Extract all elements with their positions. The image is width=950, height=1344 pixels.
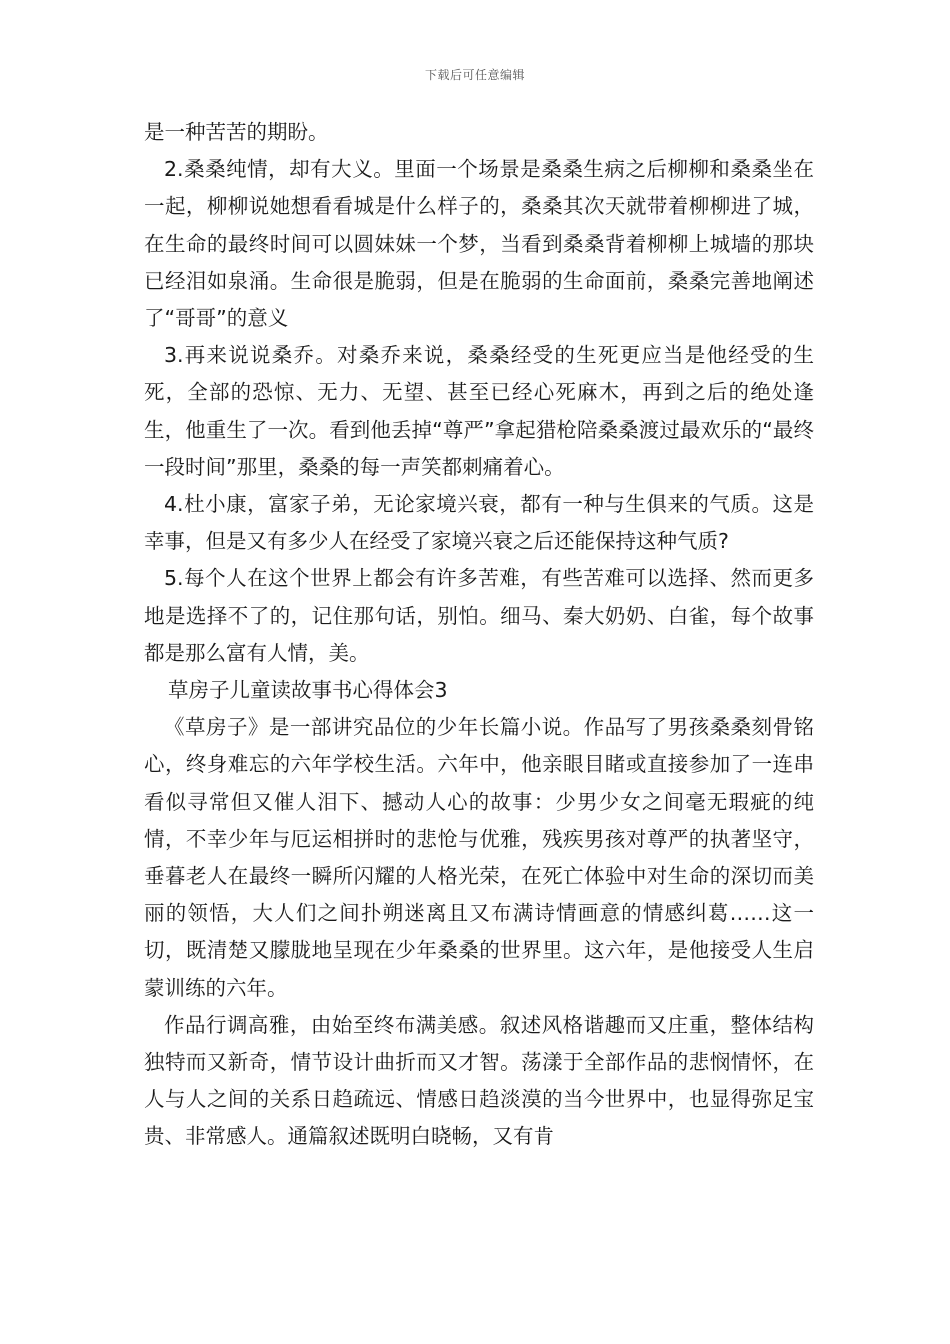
paragraph-item-2: 2.桑桑纯情，却有大义。里面一个场景是桑桑生病之后柳柳和桑桑坐在一起，柳柳说她想看看城是什么样子的，桑桑其次天就带着柳柳进了城，在生命的最终时间可以圆妹妹一个梦，当看到桑桑背着柳柳上城墙的那块已经泪如泉涌。生命很是脆弱，但是在脆弱的生命面前，桑桑完善地阐述了“哥哥”的意义	[144, 157, 814, 331]
section-heading: 草房子儿童读故事书心得体会3	[168, 678, 448, 703]
paragraph-item-5: 5.每个人在这个世界上都会有许多苦难，有些苦难可以选择、然而更多地是选择不了的，记住那句话，别怕。细马、秦大奶奶、白雀，每个故事都是那么富有人情，美。	[144, 566, 814, 665]
document-body	[144, 114, 814, 1156]
body-paragraph-intro: 《草房子》是一部讲究品位的少年长篇小说。作品写了男孩桑桑刻骨铭心，终身难忘的六年学校生活。六年中，他亲眼目睹或直接参加了一连串看似寻常但又催人泪下、撼动人心的故事：少男少女之间毫无瑕疵的纯情，不幸少年与厄运相拼时的悲怆与优雅，残疾男孩对尊严的执著坚守，垂暮老人在最终一瞬所闪耀的人格光荣，在死亡体验中对生命的深切而美丽的领悟，大人们之间扑朔迷离且又布满诗情画意的情感纠葛……这一切，既清楚又朦胧地呈现在少年桑桑的世界里。这六年，是他接受人生启蒙训练的六年。	[144, 715, 814, 1000]
paragraph-item-3: 3.再来说说桑乔。对桑乔来说，桑桑经受的生死更应当是他经受的生死，全部的恐惊、无力、无望、甚至已经心死麻木，再到之后的绝处逢生，他重生了一次。看到他丢掉“尊严”拿起猎枪陪桑桑渡过最欢乐的“最终一段时间”那里，桑桑的每一声笑都刺痛着心。	[144, 343, 814, 479]
paragraph-continuation: 是一种苦苦的期盼。	[144, 120, 329, 144]
paragraph-item-4: 4.杜小康，富家子弟，无论家境兴衰，都有一种与生俱来的气质。这是幸事，但是又有多少人在经受了家境兴衰之后还能保持这种气质?	[144, 492, 814, 554]
page-header: 下载后可任意编辑	[424, 68, 525, 82]
body-paragraph-style: 作品行调高雅，由始至终布满美感。叙述风格谐趣而又庄重，整体结构独特而又新奇，情节设计曲折而又才智。荡漾于全部作品的悲悯情怀，在人与人之间的关系日趋疏远、情感日趋淡漠的当今世界中，也显得弥足宝贵、非常感人。通篇叙述既明白晓畅，又有肯	[144, 1012, 814, 1149]
